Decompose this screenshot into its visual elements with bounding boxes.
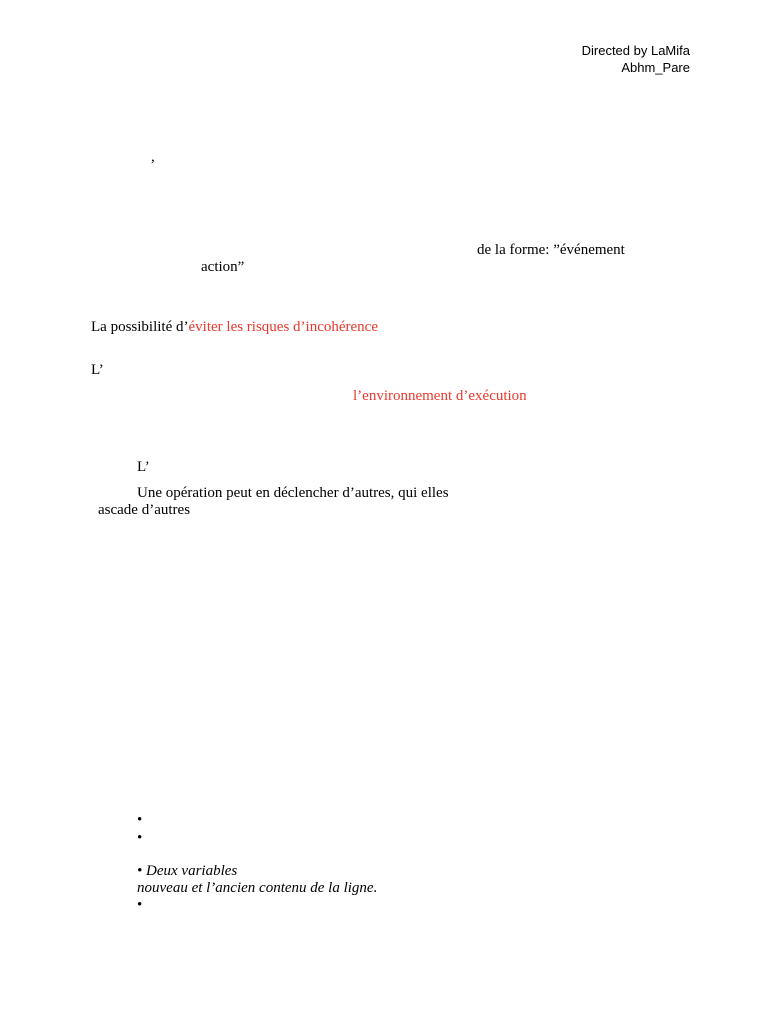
page-header — [582, 42, 690, 76]
bullet-3: • — [137, 863, 143, 879]
l-apostrophe-text: L’ — [91, 362, 104, 378]
operation-line1: Une opération peut en déclencher d’autres, qui elles — [137, 485, 449, 501]
bullet-3-line2: nouveau et l’ancien contenu de la ligne. — [137, 880, 378, 896]
header-line-author: Abhm_Pare — [621, 60, 690, 75]
possibilite-highlight: éviter les risques d’incohérence — [188, 319, 378, 335]
stray-comma: , — [151, 149, 155, 165]
forme-text-line2: action” — [201, 259, 245, 275]
forme-text-line1: de la forme: ”événement — [477, 242, 625, 258]
l-apostrophe-indented: L’ — [137, 459, 150, 475]
possibilite-paragraph — [91, 318, 378, 336]
environnement-highlight: l’environnement d’exécution — [353, 388, 527, 404]
header-line-directed-by: Directed by LaMifa — [581, 43, 690, 58]
bullet-1: • — [137, 812, 143, 828]
operation-line2: ascade d’autres — [98, 502, 191, 518]
bullet-2: • — [137, 830, 143, 846]
possibilite-prefix: La possibilité d’ — [91, 319, 189, 335]
bullet-3-text: Deux variables — [146, 863, 238, 879]
bullet-3-item — [137, 862, 237, 880]
bullet-4: • — [137, 897, 143, 913]
